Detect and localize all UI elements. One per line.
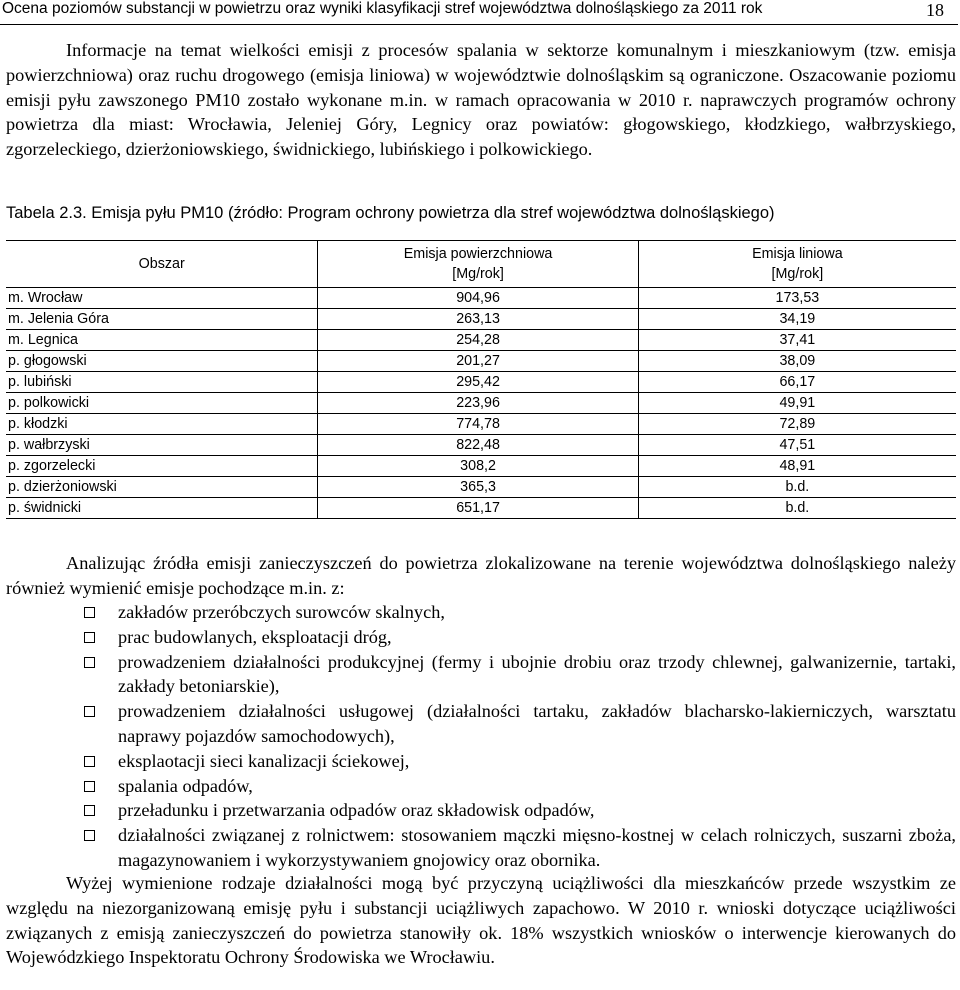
checkbox-square-icon — [84, 805, 95, 816]
linear-emission-cell: 37,41 — [638, 330, 956, 351]
list-item — [6, 600, 956, 625]
area-cell: p. kłodzki — [6, 414, 318, 435]
header-surface-emission: Emisja powierzchniowa [Mg/rok] — [318, 241, 638, 288]
area-cell: p. wałbrzyski — [6, 435, 318, 456]
area-cell: p. świdnicki — [6, 498, 318, 519]
list-item-text: prowadzeniem działalności usługowej (działalności tartaku, zakładów blacharsko-lakierniczych, warsztatu naprawy pojazdów samochodowych), — [118, 701, 956, 746]
emission-table — [6, 240, 956, 519]
linear-emission-cell: 173,53 — [638, 288, 956, 309]
page-header — [0, 0, 958, 25]
intro-paragraph: Informacje na temat wielkości emisji z procesów spalania w sektorze komunalnym i mieszkaniowym (tzw. emisja powierzchniowa) oraz ruchu drogowego (emisja liniowa) w województwie dolnośląskim są ograniczone. Oszacowanie poziomu emisji pyłu zawszonego PM10 zostało wykonane m.in. w ramach opracowania w 2010 r. naprawczych programów ochrony powietrza dla miast: Wrocławia, Jeleniej Góry, Legnicy oraz powiatów: głogowskiego, kłodzkiego, wałbrzyskiego, zgorzeleckiego, dzierżoniowskiego, świdnickiego, lubińskiego i polkowickiego. — [6, 40, 956, 160]
header-linear-emission: Emisja liniowa [Mg/rok] — [638, 241, 956, 288]
table-caption: Tabela 2.3. Emisja pyłu PM10 (źródło: Program ochrony powietrza dla stref województwa dolnośląskiego) — [6, 204, 775, 222]
checkbox-square-icon — [84, 657, 95, 668]
list-item-text: prowadzeniem działalności produkcyjnej (fermy i ubojnie drobiu oraz trzody chlewnej, galwanizernie, tartaki, zakłady betoniarskie), — [118, 651, 956, 697]
table-row — [6, 498, 956, 519]
checkbox-square-icon — [84, 756, 95, 767]
checkbox-square-icon — [84, 632, 95, 643]
sources-paragraph: Analizując źródła emisji zanieczyszczeń do powietrza zlokalizowane na terenie województwa dolnośląskiego należy również wymienić emisje pochodzące m.in. z: — [6, 553, 956, 598]
surface-emission-cell: 263,13 — [318, 309, 638, 330]
table-row — [6, 414, 956, 435]
area-cell: m. Jelenia Góra — [6, 309, 318, 330]
list-item — [6, 798, 956, 823]
list-item — [6, 625, 956, 650]
surface-emission-cell: 308,2 — [318, 456, 638, 477]
linear-emission-cell: 72,89 — [638, 414, 956, 435]
linear-emission-cell: 47,51 — [638, 435, 956, 456]
surface-emission-cell: 254,28 — [318, 330, 638, 351]
area-cell: p. polkowicki — [6, 393, 318, 414]
surface-emission-cell: 904,96 — [318, 288, 638, 309]
list-item — [6, 774, 956, 799]
table-row — [6, 372, 956, 393]
list-item — [6, 699, 956, 749]
area-cell: m. Legnica — [6, 330, 318, 351]
table-body — [6, 288, 956, 519]
table-header-row — [6, 241, 956, 288]
table-row — [6, 393, 956, 414]
list-item — [6, 749, 956, 774]
surface-emission-cell: 822,48 — [318, 435, 638, 456]
surface-emission-cell: 651,17 — [318, 498, 638, 519]
linear-emission-cell: 48,91 — [638, 456, 956, 477]
list-item — [6, 823, 956, 873]
list-item-text: spalania odpadów, — [118, 775, 253, 796]
table-row — [6, 351, 956, 372]
surface-emission-cell: 774,78 — [318, 414, 638, 435]
linear-emission-cell: 38,09 — [638, 351, 956, 372]
list-item — [6, 650, 956, 700]
area-cell: p. dzierżoniowski — [6, 477, 318, 498]
list-item-text: eksplaotacji sieci kanalizacji ściekowej, — [118, 750, 410, 771]
checkbox-square-icon — [84, 607, 95, 618]
linear-emission-cell: 49,91 — [638, 393, 956, 414]
surface-emission-cell: 223,96 — [318, 393, 638, 414]
table-row — [6, 330, 956, 351]
list-item-text: zakładów przeróbczych surowców skalnych, — [118, 602, 445, 622]
list-item-text: działalności związanej z rolnictwem: stosowaniem mączki mięsno-kostnej w celach rolniczych, suszarni zboża, magazynowaniem i wykorzystywaniem gnojowicy oraz obornika. — [118, 825, 956, 870]
linear-emission-cell: 34,19 — [638, 309, 956, 330]
area-cell: p. zgorzelecki — [6, 456, 318, 477]
area-cell: p. lubiński — [6, 372, 318, 393]
table-row — [6, 435, 956, 456]
emission-sources-list — [6, 600, 956, 873]
linear-emission-cell: b.d. — [638, 498, 956, 519]
checkbox-square-icon — [84, 781, 95, 792]
checkbox-square-icon — [84, 706, 95, 717]
linear-emission-cell: b.d. — [638, 477, 956, 498]
header-title: Ocena poziomów substancji w powietrzu oraz wyniki klasyfikacji stref województwa dolnośląskiego za 2011 rok — [2, 0, 763, 17]
surface-emission-cell: 365,3 — [318, 477, 638, 498]
header-area: Obszar — [6, 241, 318, 288]
list-item-text: prac budowlanych, eksploatacji dróg, — [118, 626, 392, 647]
area-cell: m. Wrocław — [6, 288, 318, 309]
linear-emission-cell: 66,17 — [638, 372, 956, 393]
checkbox-square-icon — [84, 830, 95, 841]
page-number: 18 — [926, 0, 944, 20]
table-row — [6, 288, 956, 309]
table-row — [6, 456, 956, 477]
list-item-text: przeładunku i przetwarzania odpadów oraz składowisk odpadów, — [118, 800, 595, 821]
table-row — [6, 477, 956, 498]
table-row — [6, 309, 956, 330]
area-cell: p. głogowski — [6, 351, 318, 372]
closing-paragraph: Wyżej wymienione rodzaje działalności mogą być przyczyną uciążliwości dla mieszkańców przede wszystkim ze względu na niezorganizowaną emisję pyłu i substancji uciążliwych zapachowo. W 2010 r. wnioski dotyczące uciążliwości związanych z emisją zanieczyszczeń do powietrza stanowiły ok. 18% wszystkich wniosków o interwencje kierowanych do Wojewódzkiego Inspektoratu Ochrony Środowiska we Wrocławiu. — [6, 873, 956, 968]
surface-emission-cell: 201,27 — [318, 351, 638, 372]
surface-emission-cell: 295,42 — [318, 372, 638, 393]
